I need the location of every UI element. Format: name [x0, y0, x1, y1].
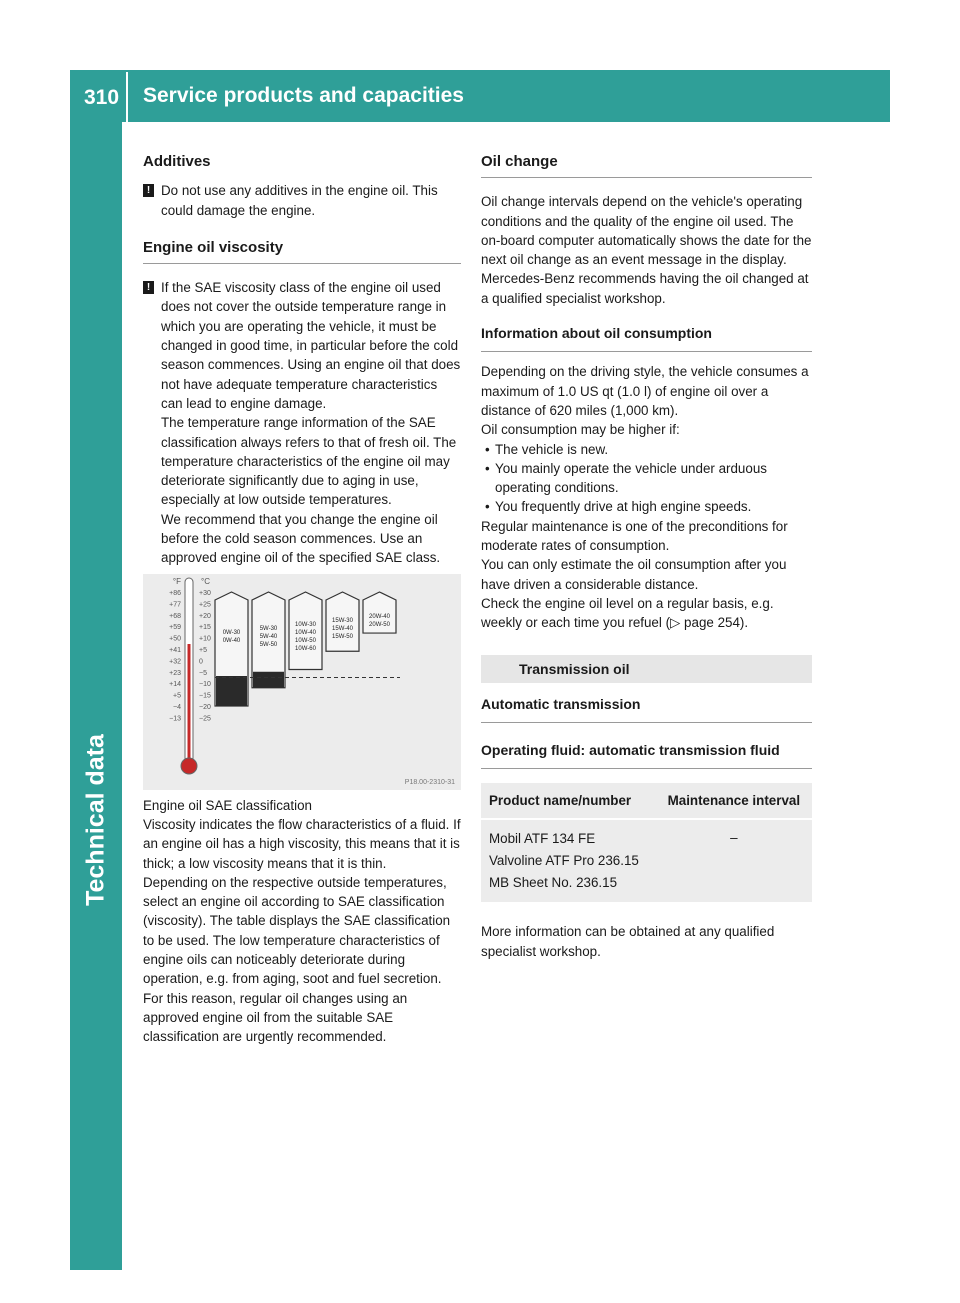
axis-label-f: °F [172, 576, 181, 586]
figure-id: P18.00-2310-31 [404, 778, 455, 786]
grade-label: 0W-30 [222, 629, 241, 636]
grade-label: 15W-40 [332, 625, 353, 632]
sae-chart [143, 574, 461, 790]
thermometer-bulb [181, 758, 197, 774]
page-number: 310 [84, 86, 120, 109]
grade-label: 20W-50 [369, 621, 390, 628]
sae-selection-paragraph: Depending on the respective outside temperatures, select an engine oil according to SAE classification (viscosity). The table displays the SAE classification to be used. The low temperature characteristics of engine oils can noticeably deteriorate during operation, e.g. from aging, soot and fuel secretion. For this reason, regular oil changes using an approved engine oil from the suitable SAE classification are urgently recommended. [143, 874, 451, 1045]
consumption-paragraph: Depending on the driving style, the vehicle consumes a maximum of 1.0 US qt (1.0 l) of engine oil over a distance of 620 miles (1,000 km). [481, 364, 809, 418]
consumption-paragraph: You can only estimate the oil consumption after you have driven a considerable distance. [481, 557, 787, 592]
section-title: Service products and capacities [143, 84, 464, 107]
grade-label: 15W-30 [332, 617, 353, 624]
right-column [481, 146, 812, 961]
consumption-paragraph [481, 594, 812, 633]
tick-label-f: +23 [169, 669, 181, 677]
tick-label-c: −5 [199, 669, 207, 677]
grade-label: 15W-50 [332, 633, 353, 640]
viscosity-note-text: If the SAE viscosity class of the engine oil used does not cover the outside temperature range in which you are operating the vehicle, it must be changed in good time, in particular before the cold season commences. Using an engine oil that does not have adequate temperature characteristics can lead to engine damage. [161, 280, 461, 411]
viscosity-paragraph: The temperature range information of the SAE classification always refers to that of fresh oil. The temperature characteristics of the engine oil may deteriorate significantly due to aging in use, especially at low outside temperatures. [161, 415, 457, 508]
tick-label-c: −25 [199, 715, 211, 723]
grade-label: 20W-40 [369, 613, 390, 620]
tick-label-f: +86 [169, 589, 181, 597]
tick-label-f: +77 [169, 601, 181, 609]
side-tab [70, 122, 122, 1270]
tick-label-c: +30 [199, 589, 211, 597]
viscosity-paragraph: We recommend that you change the engine oil before the cold season commences. Use an approved engine oil of the specified SAE class. [161, 511, 441, 566]
bullet-item: • The vehicle is new. [481, 440, 812, 459]
side-tab-label: Technical data [81, 734, 110, 906]
bullet-item: • You frequently drive at high engine speeds. [481, 497, 812, 516]
consumption-paragraph: Oil consumption may be higher if: [481, 422, 680, 438]
consumption-paragraph: Regular maintenance is one of the preconditions for moderate rates of consumption. [481, 518, 788, 554]
tick-label-f: +32 [169, 658, 181, 666]
tick-label-f: −13 [169, 715, 181, 723]
fluid-heading: Operating fluid: automatic transmission fluid [481, 741, 812, 769]
additives-heading: Additives [143, 153, 211, 170]
warning-icon: ! [143, 281, 154, 294]
column-base [253, 671, 284, 687]
heading-rule [143, 263, 461, 264]
bullet-item: • You mainly operate the vehicle under arduous operating conditions. [481, 459, 812, 498]
tick-label-c: +5 [199, 646, 207, 654]
tick-label-f: −4 [173, 703, 181, 711]
axis-label-c: °C [201, 576, 210, 586]
oil-change-heading: Oil change [481, 153, 558, 170]
tick-label-f: +59 [169, 623, 181, 631]
oil-change-paragraph: Oil change intervals depend on the vehicle's operating conditions and the quality of the engine oil used. The on-board computer automatically shows the date for the next oil change as an event message in the display. [481, 194, 812, 268]
grade-label: 10W-30 [295, 621, 316, 628]
grade-label: 5W-50 [259, 641, 278, 648]
viscosity-heading: Engine oil viscosity [143, 238, 284, 256]
grade-label: 5W-40 [259, 633, 278, 640]
sae-chart-svg [143, 574, 461, 790]
grade-label: 5W-30 [259, 625, 278, 632]
tick-label-f: +14 [169, 680, 181, 688]
tick-label-c: +20 [199, 612, 211, 620]
consumption-heading: Information about oil consumption [481, 324, 812, 352]
transmission-oil-box: Transmission oil [481, 655, 812, 683]
chart-caption: Engine oil SAE classification [143, 797, 312, 813]
tick-label-f: +41 [169, 646, 181, 654]
consumption-bullets [481, 440, 812, 517]
table-cell-products [481, 819, 656, 902]
tick-label-f: +5 [173, 692, 181, 700]
tick-label-c: +10 [199, 635, 211, 643]
tick-label-f: +68 [169, 612, 181, 620]
more-info-paragraph: More information can be obtained at any qualified specialist workshop. [481, 924, 775, 959]
table-header-product: Product name/number [481, 783, 656, 819]
tick-label-c: +15 [199, 623, 211, 631]
tick-label-c: −20 [199, 703, 211, 711]
additives-note [143, 181, 461, 220]
product-name: MB Sheet No. 236.15 [489, 875, 618, 891]
page-reference[interactable]: Check the engine oil level on a regular basis, e.g. weekly or each time you refuel (▷ page 254). [481, 595, 774, 631]
tick-label-f: +50 [169, 635, 181, 643]
fluid-table [481, 783, 812, 902]
table-cell-interval: – [656, 819, 812, 902]
automatic-transmission-heading: Automatic transmission [481, 695, 812, 723]
tick-label-c: 0 [199, 658, 203, 666]
product-name: Valvoline ATF Pro 236.15 [489, 853, 639, 869]
product-name: Mobil ATF 134 FE [489, 831, 596, 847]
grade-label: 10W-50 [295, 637, 316, 644]
grade-label: 10W-40 [295, 629, 316, 636]
column-base [216, 676, 247, 706]
grade-label: 0W-40 [222, 637, 241, 644]
heading-rule [481, 177, 812, 178]
grade-label: 10W-60 [295, 645, 316, 652]
thermometer-mercury [188, 644, 191, 759]
oil-change-paragraph: Mercedes-Benz recommends having the oil changed at a qualified specialist workshop. [481, 271, 809, 306]
table-header-interval: Maintenance interval [656, 783, 812, 819]
left-column [143, 146, 461, 1047]
tick-label-c: +25 [199, 601, 211, 609]
additives-note-text: Do not use any additives in the engine oil. This could damage the engine. [161, 183, 438, 218]
warning-icon: ! [143, 184, 154, 197]
viscosity-note [143, 278, 461, 567]
tick-label-c: −15 [199, 692, 211, 700]
viscosity-definition: Viscosity indicates the flow characteristics of a fluid. If an engine oil has a high viscosity, this means that it is thick; a low viscosity means that it is thin. [143, 816, 461, 871]
tick-label-c: −10 [199, 680, 211, 688]
header-divider [126, 72, 128, 122]
